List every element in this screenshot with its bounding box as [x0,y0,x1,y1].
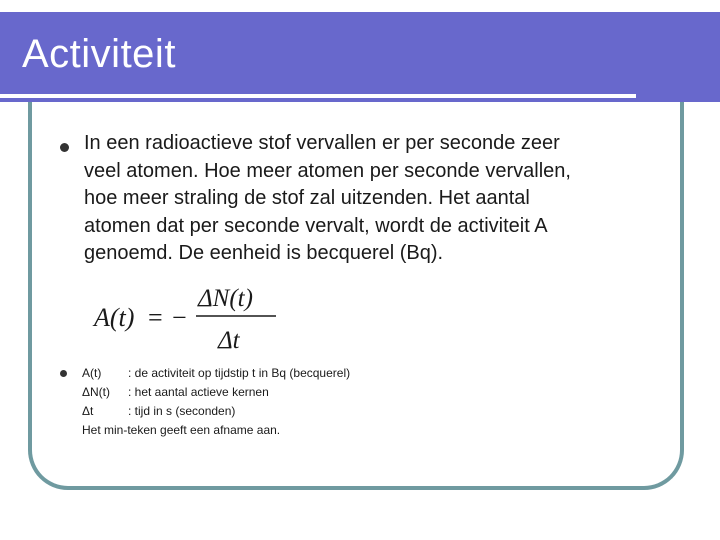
formula-numerator: ΔN(t) [198,285,253,312]
paragraph-line: In een radioactieve stof vervallen er per seconde zeer [84,132,560,154]
note [82,421,350,440]
definition-desc: : de activiteit op tijdstip t in Bq (becquerel) [128,366,351,380]
title-bar [0,12,720,102]
title-underline [0,94,636,98]
paragraph-line: hoe meer straling de stof zal uitzenden. Het aantal [84,187,530,209]
paragraph-line: veel atomen. Hoe meer atomen per seconde vervallen, [84,159,571,182]
definition-row [82,364,350,383]
definition-row [82,402,350,421]
definition-term: Δt [82,404,94,418]
formula-minus: − [172,303,187,332]
bullet-icon [60,370,67,377]
formula-lhs: A(t) [94,303,135,332]
slide-title: Activiteit [22,32,176,76]
definition-row [82,383,350,402]
bullet-icon [60,143,69,152]
definition-term: ΔN(t) [82,385,111,399]
definitions [82,364,350,440]
title-background-tail [694,12,720,102]
definition-desc: : tijd in s (seconden) [128,404,236,418]
paragraph [84,130,684,268]
formula-denominator: Δt [218,327,240,354]
activity-formula [92,282,292,356]
note-text: Het min-teken geeft een afname aan. [82,423,281,437]
definition-term: A(t) [82,366,102,380]
formula-equals: = [148,303,163,332]
definition-desc: : het aantal actieve kernen [128,385,269,399]
paragraph-line: genoemd. De eenheid is becquerel (Bq). [84,242,444,264]
paragraph-line: atomen dat per seconde vervalt, wordt de activiteit A [84,214,548,237]
